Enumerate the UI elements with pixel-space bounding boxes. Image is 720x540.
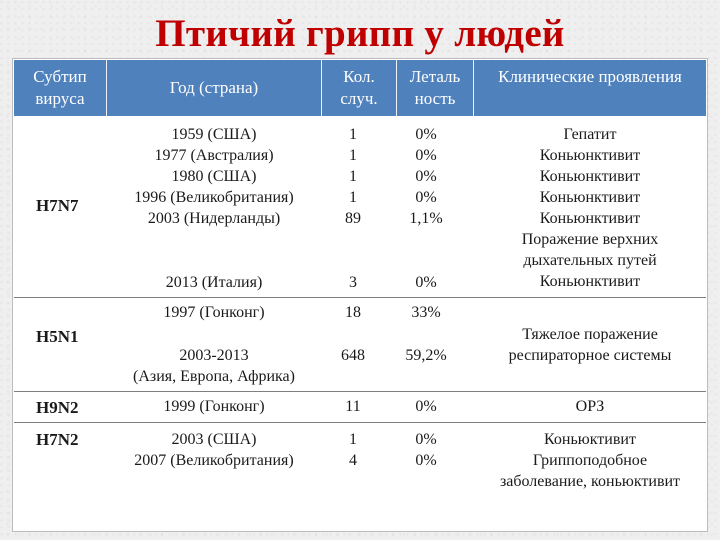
clinical-entry: Тяжелое поражение	[522, 326, 658, 343]
cases-entry: 1	[349, 431, 357, 448]
h5n1-year1: 1997 (Гонконг)	[163, 304, 265, 321]
year-entry: 1959 (США)	[171, 126, 257, 143]
h7n2-lethality	[388, 429, 464, 471]
lethality-entry: 0%	[415, 168, 437, 185]
h5n1-clinical	[474, 324, 706, 366]
h7n7-lethality	[388, 124, 464, 229]
h9n2-cases: 11	[345, 398, 361, 415]
header-subtype	[14, 60, 106, 116]
h9n2-lethality: 0%	[415, 398, 437, 415]
header-year-country	[107, 60, 321, 116]
clinical-entry: респираторное системы	[508, 347, 672, 364]
clinical-entry: Коньюктивит	[544, 431, 636, 448]
cases-entry: 4	[349, 452, 357, 469]
subtype-h9n2: H9N2	[36, 398, 79, 417]
h7n7-cases	[316, 124, 390, 229]
year-entry: 1980 (США)	[171, 168, 257, 185]
clinical-entry: Коньюнктивит	[539, 189, 641, 206]
h5n1-year2	[107, 345, 321, 387]
cases-entry: 1	[349, 126, 357, 143]
clinical-entry: Коньюнктивит	[539, 168, 641, 185]
h7n7-cases-last: 3	[349, 274, 357, 291]
lethality-entry: 0%	[415, 452, 437, 469]
h5n1-cases1: 18	[345, 304, 361, 321]
header-lethality	[397, 60, 473, 116]
subtype-h5n1: H5N1	[36, 327, 79, 346]
lethality-entry: 0%	[415, 431, 437, 448]
clinical-entry: дыхательных путей	[523, 252, 657, 269]
clinical-entry: Коньюнктивит	[539, 210, 641, 227]
subtype-h7n7: H7N7	[36, 196, 79, 215]
h9n2-year: 1999 (Гонконг)	[163, 398, 265, 415]
row-divider	[14, 422, 706, 423]
h7n2-clinical	[474, 429, 706, 492]
h7n7-years	[107, 124, 321, 229]
h7n7-clinical	[474, 124, 706, 292]
h7n2-cases	[316, 429, 390, 471]
clinical-entry: Гриппоподобное	[532, 452, 648, 469]
cases-entry: 1	[349, 147, 357, 164]
header-year-country-label: Год (страна)	[169, 78, 259, 97]
h7n7-lethality-last: 0%	[415, 274, 437, 291]
clinical-entry: Коньюнктивит	[539, 147, 641, 164]
clinical-entry: Гепатит	[563, 126, 617, 143]
page-title: Птичий грипп у людей	[155, 12, 565, 55]
lethality-entry: 0%	[415, 147, 437, 164]
lethality-entry: 0%	[415, 126, 437, 143]
row-divider	[14, 297, 706, 298]
h7n2-years	[107, 429, 321, 471]
clinical-entry: Коньюнктивит	[539, 273, 641, 290]
header-lethality-line1: Леталь	[409, 67, 461, 86]
clinical-entry: заболевание, коньюктивит	[499, 473, 681, 490]
clinical-entry: Поражение верхних	[521, 231, 659, 248]
header-cases-line1: Кол.	[343, 67, 375, 86]
year-entry: 2003 (США)	[171, 431, 257, 448]
header-cases-line2: случ.	[340, 89, 378, 108]
year-entry: 2007 (Великобритания)	[134, 452, 294, 469]
header-clinical-label: Клинические проявления	[498, 67, 682, 86]
year-entry: (Азия, Европа, Африка)	[133, 368, 295, 385]
year-entry: 1977 (Австралия)	[154, 147, 274, 164]
header-subtype-line1: Субтип	[33, 67, 87, 86]
table-header	[14, 60, 706, 116]
header-lethality-line2: ность	[414, 89, 456, 108]
h5n1-cases2: 648	[341, 347, 365, 364]
lethality-entry: 0%	[415, 189, 437, 206]
row-divider	[14, 391, 706, 392]
year-entry: 2003 (Нидерланды)	[147, 210, 281, 227]
h7n7-year-last: 2013 (Италия)	[165, 274, 263, 291]
year-entry: 2003-2013	[179, 347, 249, 364]
header-cases	[322, 60, 396, 116]
h5n1-lethality1: 33%	[411, 304, 441, 321]
cases-entry: 1	[349, 189, 357, 206]
year-entry: 1996 (Великобритания)	[134, 189, 294, 206]
h5n1-lethality2: 59,2%	[405, 347, 447, 364]
header-clinical	[474, 60, 706, 116]
lethality-entry: 1,1%	[409, 210, 443, 227]
cases-entry: 1	[349, 168, 357, 185]
h9n2-clinical: ОРЗ	[575, 398, 605, 415]
cases-entry: 89	[345, 210, 361, 227]
header-subtype-line2: вируса	[35, 89, 85, 108]
subtype-h7n2: H7N2	[36, 430, 79, 449]
